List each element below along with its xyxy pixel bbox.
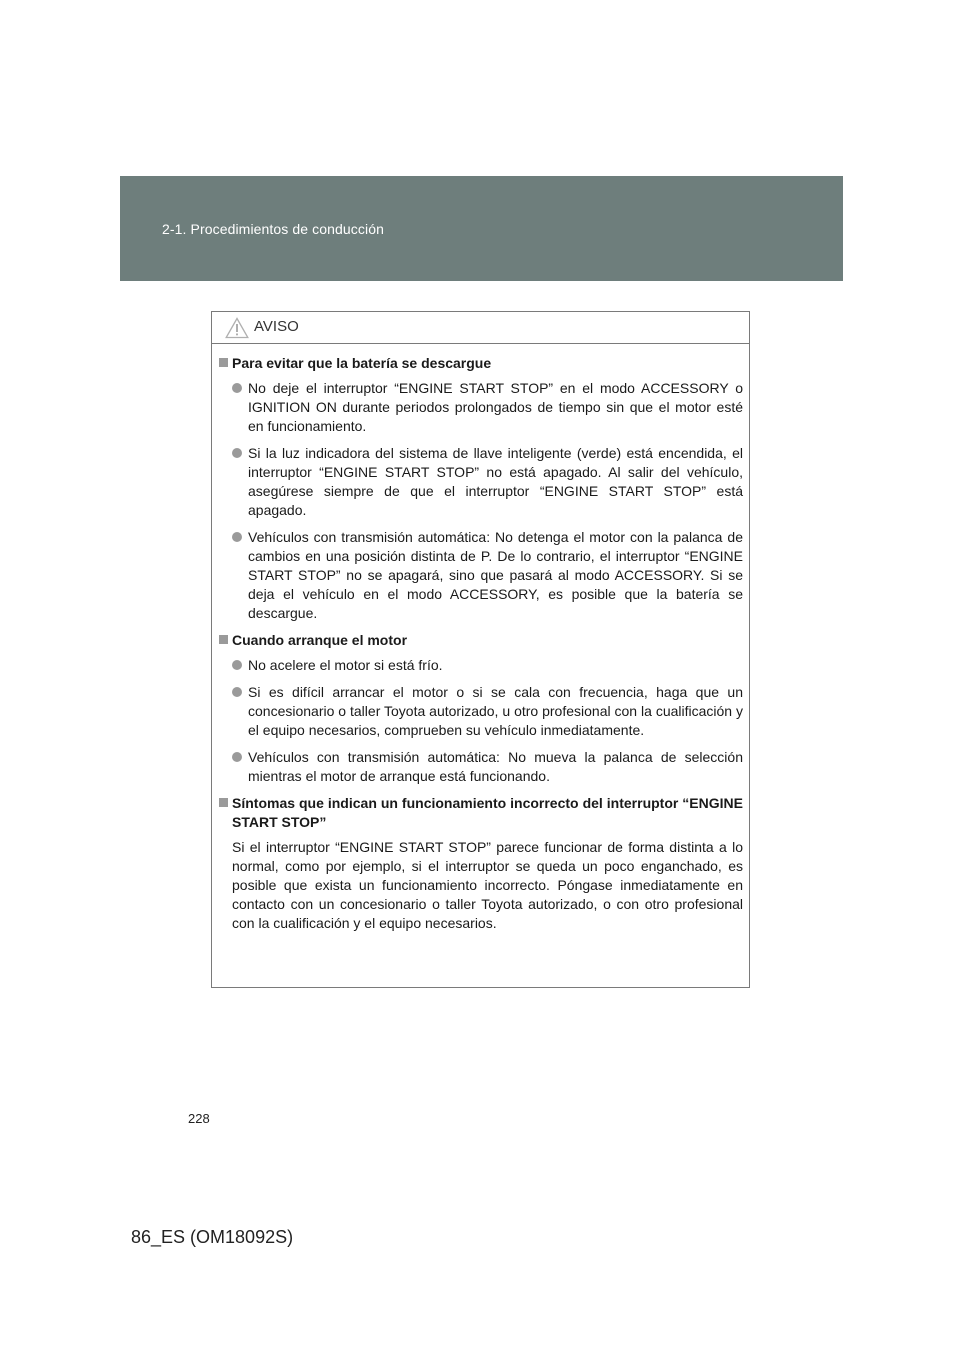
section-paragraph: Si el interruptor “ENGINE START STOP” parece funcionar de forma distinta a lo normal, como por ejemplo, si el interruptor se queda un poco enganchado, es posible que exista un funcionamiento incorrecto. Póngase inmediatamente en contacto con un concesionario o taller Toyota autorizado, o con otro profesional con la cualificación y el equipo necesarios. bbox=[232, 839, 743, 931]
notice-header bbox=[212, 312, 749, 344]
circle-bullet-icon bbox=[232, 383, 242, 393]
section-header-bar bbox=[120, 176, 843, 281]
bullet-item: Vehículos con transmisión automática: No mueva la palanca de selección mientras el motor de arranque está funcionando. bbox=[219, 748, 743, 786]
circle-bullet-icon bbox=[232, 532, 242, 542]
bullet-item: Si la luz indicadora del sistema de llave inteligente (verde) está encendida, el interruptor “ENGINE START STOP” no está apagado. Al salir del vehículo, asegúrese siempre de que el interruptor “ENGINE START STOP” está apagado. bbox=[219, 444, 743, 520]
circle-bullet-icon bbox=[232, 752, 242, 762]
bullet-item: Vehículos con transmisión automática: No detenga el motor con la palanca de cambios en una posición distinta de P. De lo contrario, el interruptor “ENGINE START STOP” no se apagará, sino que pasará al modo ACCESSORY. Si se deja el vehículo en el modo ACCESSORY, es posible que la batería se descargue. bbox=[219, 528, 743, 623]
notice-body bbox=[212, 344, 749, 933]
circle-bullet-icon bbox=[232, 660, 242, 670]
page-number: 228 bbox=[188, 1111, 210, 1126]
section-title: 2-1. Procedimientos de conducción bbox=[162, 221, 384, 237]
square-bullet-icon bbox=[219, 358, 228, 367]
square-bullet-icon bbox=[219, 635, 228, 644]
notice-label: AVISO bbox=[254, 318, 299, 335]
bullet-item: Si es difícil arrancar el motor o si se cala con frecuencia, haga que un concesionario o taller Toyota autorizado, u otro profesional con la cualificación y el equipo necesarios, comprueben su vehículo inmediatamente. bbox=[219, 683, 743, 740]
square-bullet-icon bbox=[219, 798, 228, 807]
section-heading: Para evitar que la batería se descargue bbox=[219, 354, 743, 373]
warning-triangle-icon bbox=[225, 317, 249, 339]
circle-bullet-icon bbox=[232, 687, 242, 697]
bullet-item: No deje el interruptor “ENGINE START STOP” en el modo ACCESSORY o IGNITION ON durante periodos prolongados de tiempo sin que el motor esté en funcionamiento. bbox=[219, 379, 743, 436]
document-id: 86_ES (OM18092S) bbox=[131, 1227, 294, 1247]
section-heading: Síntomas que indican un funcionamiento incorrecto del interruptor “ENGINE START STOP” bbox=[219, 794, 743, 832]
bullet-item: No acelere el motor si está frío. bbox=[219, 656, 743, 675]
warning-notice-box bbox=[211, 311, 750, 988]
section-heading: Cuando arranque el motor bbox=[219, 631, 743, 650]
circle-bullet-icon bbox=[232, 448, 242, 458]
